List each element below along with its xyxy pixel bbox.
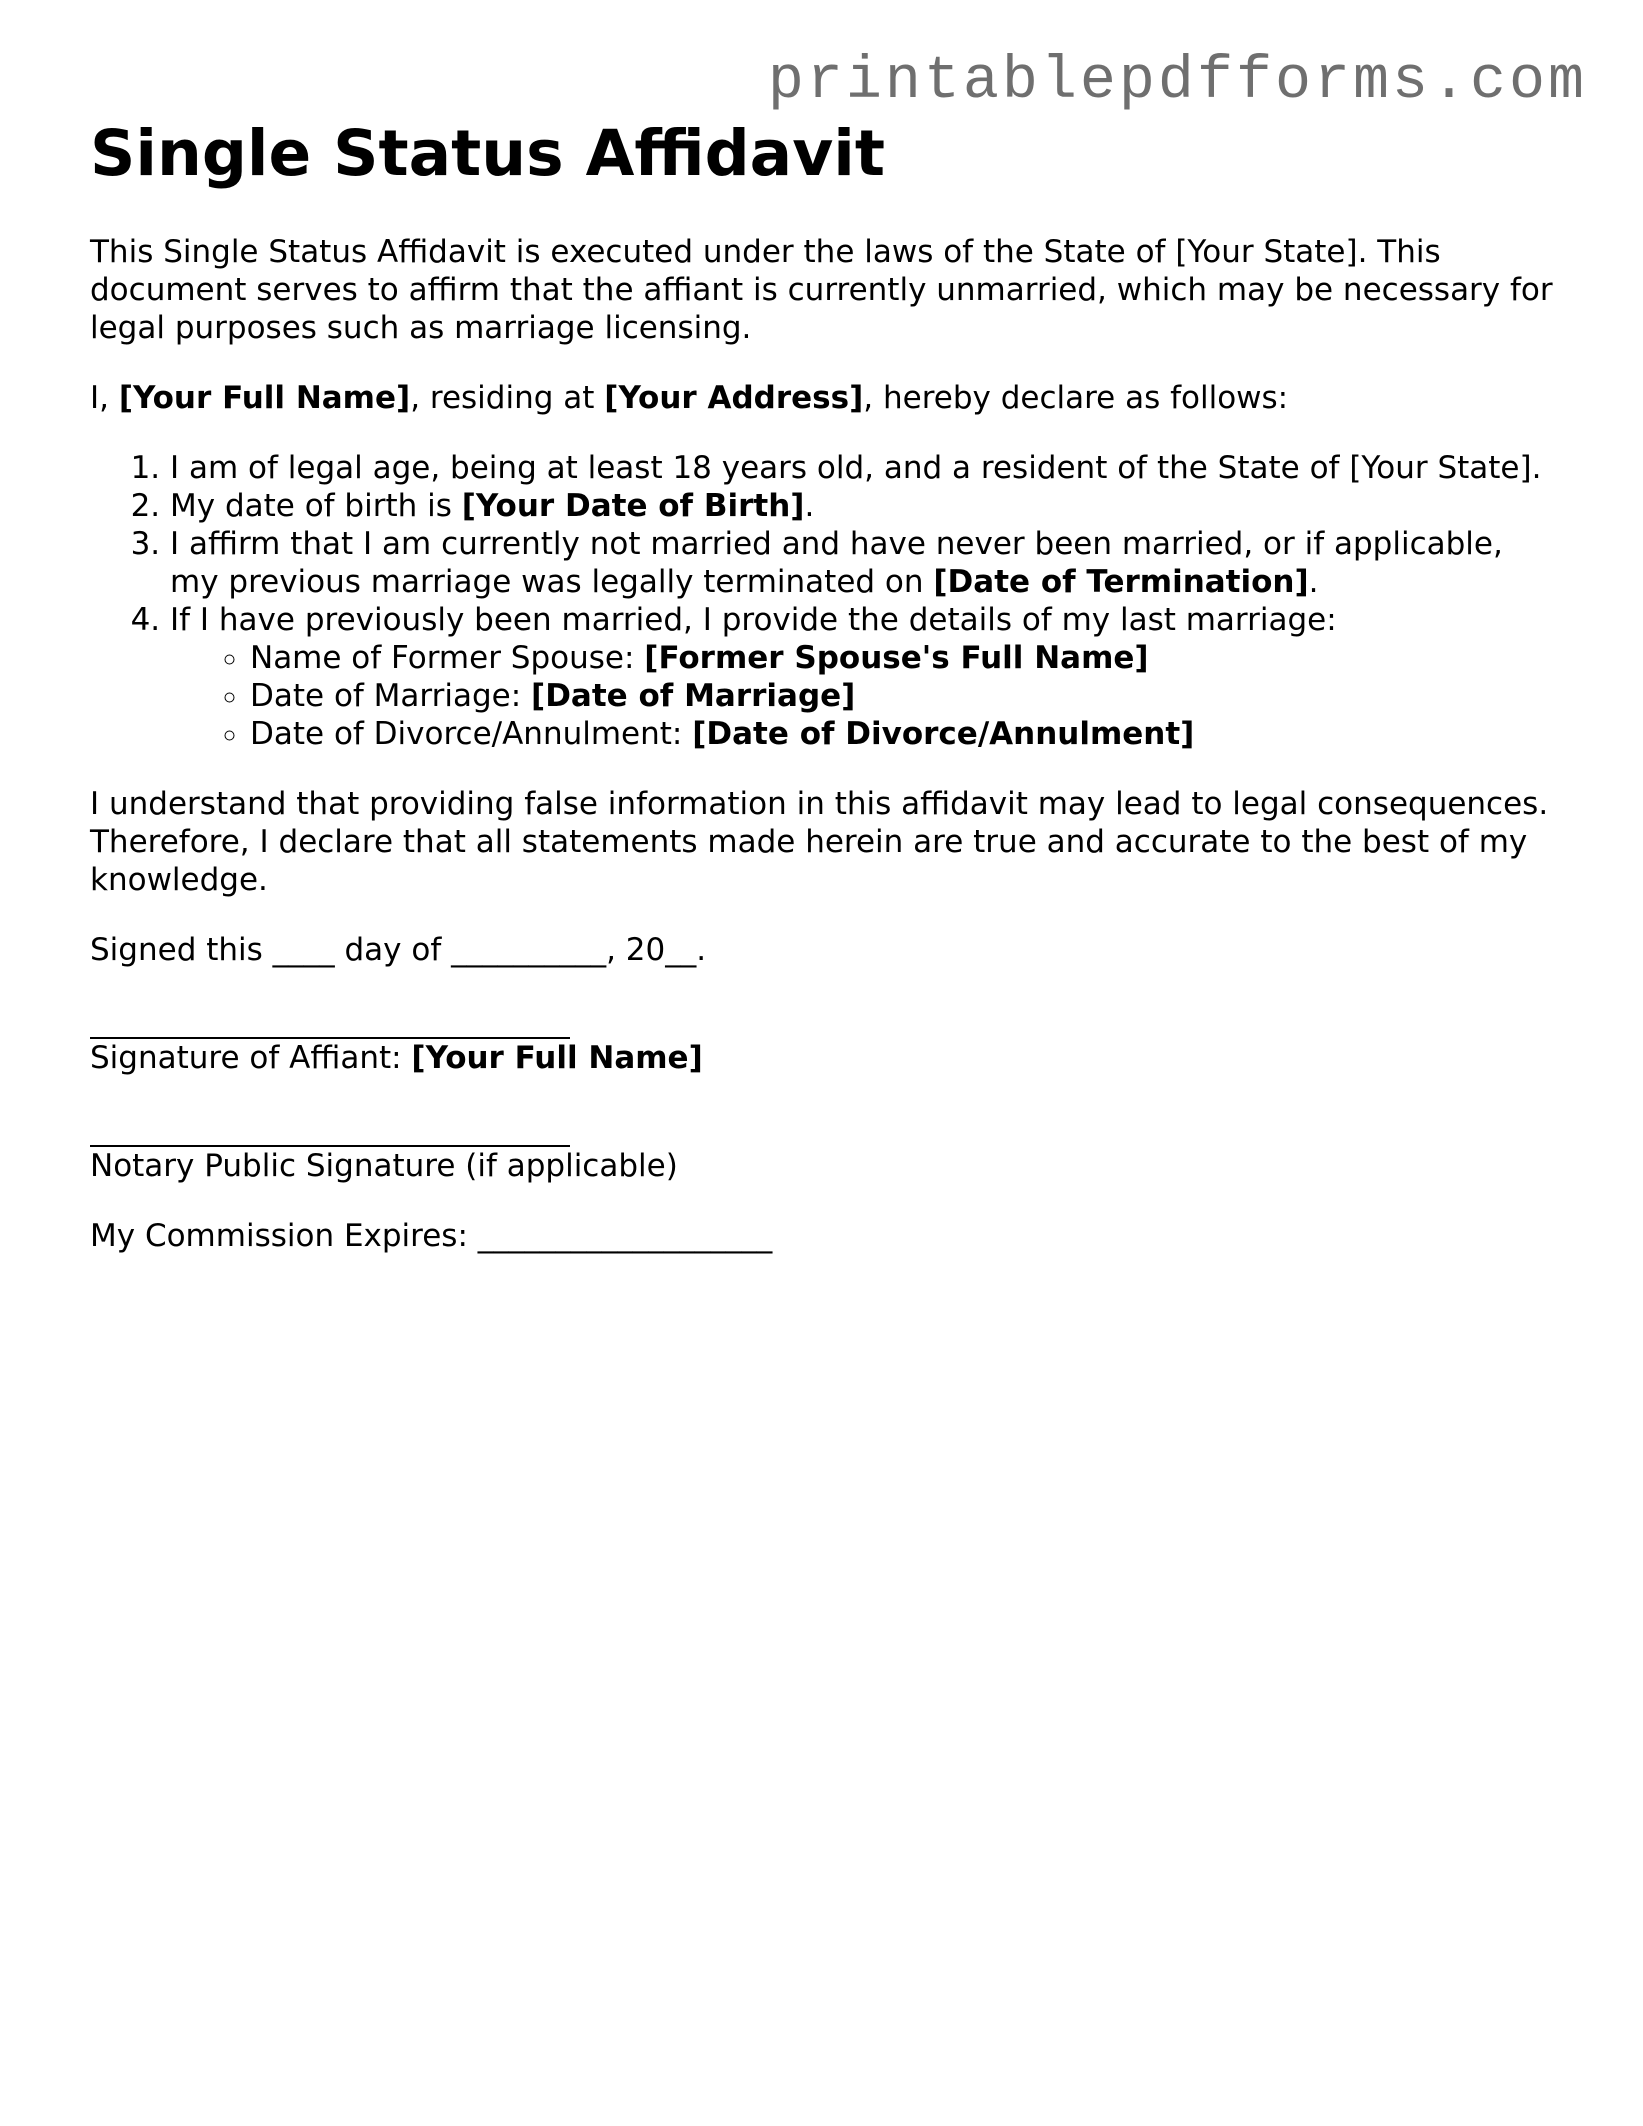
termination-date-placeholder: [Date of Termination] bbox=[933, 564, 1309, 601]
affiant-name-placeholder: [Your Full Name] bbox=[411, 1040, 703, 1077]
list-item-birth-date bbox=[170, 487, 1560, 525]
document-title: Single Status Affidavit bbox=[90, 117, 885, 190]
birth-date-placeholder: [Your Date of Birth] bbox=[461, 488, 805, 525]
former-spouse-placeholder: [Former Spouse's Full Name] bbox=[644, 640, 1149, 677]
notary-signature-caption: Notary Public Signature (if applicable) bbox=[90, 1148, 678, 1185]
marriage-date-placeholder: [Date of Marriage] bbox=[531, 678, 856, 715]
birth-date-suffix: . bbox=[804, 488, 815, 525]
declaration-prefix: I, bbox=[90, 380, 119, 417]
watermark-text: printablepdfforms.com bbox=[767, 48, 1587, 116]
declaration-list bbox=[90, 449, 1560, 753]
list-item-previous-marriage bbox=[170, 601, 1560, 753]
sub-item-divorce-date bbox=[250, 715, 1560, 753]
list-item-marital-status bbox=[170, 525, 1560, 601]
birth-date-text: My date of birth is bbox=[170, 488, 462, 525]
commission-expiry-line: My Commission Expires: ___________________ bbox=[90, 1218, 773, 1255]
divorce-date-placeholder: [Date of Divorce/Annulment] bbox=[692, 716, 1195, 753]
former-spouse-label: Name of Former Spouse: bbox=[250, 640, 645, 677]
affiant-signature-label: Signature of Affiant: bbox=[90, 1040, 412, 1077]
marital-status-suffix: . bbox=[1308, 564, 1319, 601]
previous-marriage-details bbox=[170, 639, 1560, 753]
marital-status-text: I affirm that I am currently not married and have never been married, or if applicable, my previous marriage was legally terminated on bbox=[170, 526, 1503, 601]
affiant-signature-line bbox=[90, 1001, 570, 1039]
marriage-date-label: Date of Marriage: bbox=[250, 678, 532, 715]
affiant-signature-caption bbox=[90, 1039, 1560, 1077]
understanding-paragraph: I understand that providing false information in this affidavit may lead to legal consequences. Therefore, I declare that all statements made herein are true and accurate to the best of my knowledge. bbox=[90, 786, 1549, 899]
legal-age-text: I am of legal age, being at least 18 years old, and a resident of the State of [Your State]. bbox=[170, 450, 1542, 487]
sub-item-marriage-date bbox=[250, 677, 1560, 715]
declarant-address-placeholder: [Your Address] bbox=[604, 380, 864, 417]
notary-signature-line bbox=[90, 1109, 570, 1147]
sub-item-former-spouse bbox=[250, 639, 1560, 677]
intro-paragraph: This Single Status Affidavit is executed under the laws of the State of [Your State]. This document serves to affirm that the affiant is currently unmarried, which may be necessary for legal purposes such as marriage licensing. bbox=[90, 234, 1553, 347]
declaration-middle: , residing at bbox=[410, 380, 605, 417]
document-page bbox=[90, 118, 1560, 1255]
declaration-paragraph bbox=[90, 379, 1560, 417]
divorce-date-label: Date of Divorce/Annulment: bbox=[250, 716, 693, 753]
previous-marriage-text: If I have previously been married, I provide the details of my last marriage: bbox=[170, 602, 1337, 639]
signed-date-line: Signed this ____ day of __________, 20__. bbox=[90, 932, 707, 969]
declaration-suffix: , hereby declare as follows: bbox=[863, 380, 1289, 417]
declarant-name-placeholder: [Your Full Name] bbox=[118, 380, 411, 417]
list-item-legal-age bbox=[170, 449, 1560, 487]
